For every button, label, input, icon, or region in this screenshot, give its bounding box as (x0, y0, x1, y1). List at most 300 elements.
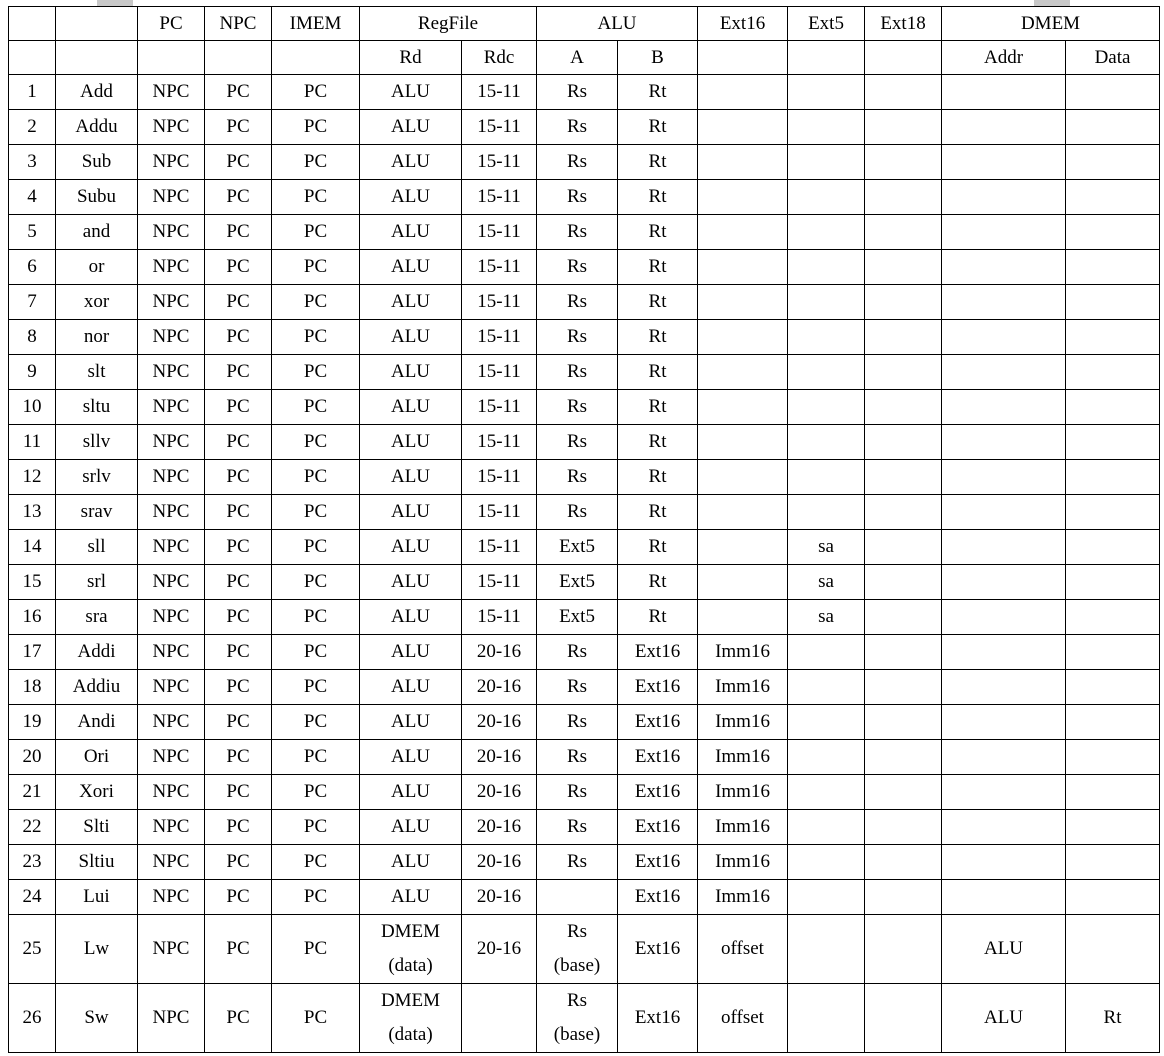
cell-ext16: Imm16 (698, 775, 788, 810)
table-row (9, 705, 1160, 740)
cell-alu-a: Rs (537, 250, 618, 285)
cell-alu-a: Ext5 (537, 530, 618, 565)
cell-dmem-data (1066, 635, 1160, 670)
header-regfile: RegFile (360, 7, 537, 41)
cell-instruction: srlv (56, 460, 138, 495)
table-row (9, 110, 1160, 145)
cell-alu-a: Rs (537, 180, 618, 215)
table-row (9, 565, 1160, 600)
cell-ext5 (788, 285, 865, 320)
cell-rd: ALU (360, 390, 462, 425)
cell-npc: PC (205, 984, 272, 1053)
cell-ext18 (865, 495, 942, 530)
cell-imem: PC (272, 670, 360, 705)
cell-imem: PC (272, 915, 360, 984)
header-row-2 (9, 41, 1160, 75)
cell-rd-line-1: DMEM (380, 921, 441, 942)
cell-rd: ALU (360, 110, 462, 145)
cell-ext18 (865, 740, 942, 775)
table-row (9, 915, 1160, 984)
cell-alu-a (537, 880, 618, 915)
cell-ext5 (788, 635, 865, 670)
cell-rdc: 15-11 (462, 180, 537, 215)
table-row (9, 215, 1160, 250)
cell-index: 1 (9, 75, 56, 110)
cell-alu-b: Rt (618, 145, 698, 180)
cell-instruction: sll (56, 530, 138, 565)
cell-ext18 (865, 110, 942, 145)
cell-npc: PC (205, 355, 272, 390)
cell-alu-b: Ext16 (618, 810, 698, 845)
cell-alu-b: Rt (618, 460, 698, 495)
cell-instruction: Ori (56, 740, 138, 775)
cell-alu-b: Ext16 (618, 740, 698, 775)
cell-dmem-data (1066, 530, 1160, 565)
cell-alu-a: Rs (537, 670, 618, 705)
cell-rdc: 15-11 (462, 355, 537, 390)
cell-ext16 (698, 285, 788, 320)
cell-npc: PC (205, 180, 272, 215)
cell-ext18 (865, 425, 942, 460)
subheader-blank (698, 41, 788, 75)
cell-index: 12 (9, 460, 56, 495)
cell-ext5 (788, 355, 865, 390)
cell-npc: PC (205, 705, 272, 740)
cell-rd: ALU (360, 740, 462, 775)
cell-npc: PC (205, 145, 272, 180)
cell-alu-a: Rs (537, 285, 618, 320)
cell-ext18 (865, 145, 942, 180)
cell-rd (360, 984, 462, 1053)
cell-imem: PC (272, 460, 360, 495)
subheader-blank (205, 41, 272, 75)
cell-rdc (462, 984, 537, 1053)
cell-ext18 (865, 984, 942, 1053)
cell-dmem-data (1066, 880, 1160, 915)
cell-pc: NPC (138, 285, 205, 320)
cell-alu-a: Rs (537, 320, 618, 355)
cell-dmem-addr: ALU (942, 915, 1066, 984)
cell-ext16 (698, 145, 788, 180)
cell-ext5 (788, 75, 865, 110)
cell-alu-a-line-2: (base) (553, 955, 601, 976)
cell-alu-a: Rs (537, 740, 618, 775)
cell-rd: ALU (360, 215, 462, 250)
cell-dmem-data (1066, 495, 1160, 530)
subheader-rdc: Rdc (462, 41, 537, 75)
cell-alu-b: Ext16 (618, 775, 698, 810)
cell-rdc: 15-11 (462, 390, 537, 425)
cell-dmem-data (1066, 810, 1160, 845)
cell-rdc: 15-11 (462, 495, 537, 530)
cell-alu-b: Ext16 (618, 984, 698, 1053)
cell-alu-a (537, 984, 618, 1053)
cell-rdc: 20-16 (462, 705, 537, 740)
table-row (9, 530, 1160, 565)
cell-pc: NPC (138, 390, 205, 425)
cell-alu-a: Rs (537, 145, 618, 180)
cell-imem: PC (272, 110, 360, 145)
cell-ext16: Imm16 (698, 635, 788, 670)
cell-rd: ALU (360, 495, 462, 530)
cell-imem: PC (272, 705, 360, 740)
cell-index: 3 (9, 145, 56, 180)
cell-dmem-addr (942, 285, 1066, 320)
cell-pc: NPC (138, 984, 205, 1053)
cell-ext18 (865, 635, 942, 670)
cell-rd: ALU (360, 775, 462, 810)
cell-alu-a: Rs (537, 215, 618, 250)
cell-rd: ALU (360, 145, 462, 180)
table-row (9, 670, 1160, 705)
table-row (9, 810, 1160, 845)
table-row (9, 285, 1160, 320)
cell-npc: PC (205, 460, 272, 495)
cell-dmem-addr (942, 880, 1066, 915)
cell-ext18 (865, 775, 942, 810)
cell-ext16 (698, 530, 788, 565)
cell-npc: PC (205, 565, 272, 600)
cell-alu-b: Rt (618, 565, 698, 600)
cell-dmem-addr (942, 75, 1066, 110)
cell-index: 2 (9, 110, 56, 145)
cell-imem: PC (272, 390, 360, 425)
cell-ext5 (788, 984, 865, 1053)
cell-ext16 (698, 355, 788, 390)
cell-instruction: nor (56, 320, 138, 355)
cell-dmem-addr: ALU (942, 984, 1066, 1053)
cell-dmem-data (1066, 705, 1160, 740)
cell-rdc: 15-11 (462, 285, 537, 320)
cell-ext16: Imm16 (698, 740, 788, 775)
cell-npc: PC (205, 215, 272, 250)
cell-ext5 (788, 180, 865, 215)
cell-alu-a: Ext5 (537, 565, 618, 600)
cell-imem: PC (272, 530, 360, 565)
cell-ext5 (788, 110, 865, 145)
subheader-a: A (537, 41, 618, 75)
subheader-blank (56, 41, 138, 75)
cell-dmem-data (1066, 285, 1160, 320)
cell-rdc: 20-16 (462, 740, 537, 775)
cell-alu-a-line-2: (base) (553, 1024, 601, 1045)
cell-dmem-addr (942, 145, 1066, 180)
cell-dmem-data (1066, 460, 1160, 495)
cell-rd: ALU (360, 250, 462, 285)
cell-ext16 (698, 390, 788, 425)
cell-rdc: 20-16 (462, 915, 537, 984)
cell-dmem-addr (942, 250, 1066, 285)
cell-ext5: sa (788, 600, 865, 635)
cell-ext18 (865, 845, 942, 880)
cell-dmem-addr (942, 530, 1066, 565)
cell-dmem-addr (942, 320, 1066, 355)
cell-ext5 (788, 670, 865, 705)
cell-index: 9 (9, 355, 56, 390)
cell-rd: ALU (360, 320, 462, 355)
cell-npc: PC (205, 810, 272, 845)
cell-rd: ALU (360, 75, 462, 110)
cell-ext5 (788, 250, 865, 285)
cell-rd-line-2: (data) (388, 955, 433, 976)
cell-ext5 (788, 915, 865, 984)
cell-alu-b: Ext16 (618, 670, 698, 705)
cell-pc: NPC (138, 145, 205, 180)
cell-index: 24 (9, 880, 56, 915)
cell-rd: ALU (360, 355, 462, 390)
cell-ext5 (788, 215, 865, 250)
cell-alu-a: Rs (537, 460, 618, 495)
cell-alu-b: Rt (618, 530, 698, 565)
cell-ext16: offset (698, 915, 788, 984)
cell-rdc: 15-11 (462, 250, 537, 285)
cell-ext5 (788, 460, 865, 495)
cell-instruction: Lui (56, 880, 138, 915)
table-row (9, 495, 1160, 530)
cell-ext16 (698, 600, 788, 635)
table-row (9, 390, 1160, 425)
header-alu: ALU (537, 7, 698, 41)
cell-pc: NPC (138, 740, 205, 775)
cell-instruction: Addu (56, 110, 138, 145)
cell-ext18 (865, 355, 942, 390)
cell-dmem-data (1066, 250, 1160, 285)
cell-imem: PC (272, 285, 360, 320)
cell-ext5 (788, 145, 865, 180)
cell-dmem-addr (942, 670, 1066, 705)
header-blank-num (9, 7, 56, 41)
cell-index: 21 (9, 775, 56, 810)
cell-ext16 (698, 250, 788, 285)
cell-npc: PC (205, 75, 272, 110)
cell-alu-a: Rs (537, 425, 618, 460)
cell-imem: PC (272, 180, 360, 215)
cell-ext16: Imm16 (698, 845, 788, 880)
cell-rdc: 20-16 (462, 845, 537, 880)
cell-imem: PC (272, 845, 360, 880)
cell-pc: NPC (138, 250, 205, 285)
subheader-addr: Addr (942, 41, 1066, 75)
table-row (9, 460, 1160, 495)
cell-imem: PC (272, 145, 360, 180)
cell-ext16: Imm16 (698, 705, 788, 740)
cell-ext5 (788, 810, 865, 845)
cell-index: 15 (9, 565, 56, 600)
header-ext18: Ext18 (865, 7, 942, 41)
cell-dmem-data (1066, 600, 1160, 635)
cell-ext18 (865, 880, 942, 915)
cell-ext18 (865, 670, 942, 705)
cell-dmem-addr (942, 635, 1066, 670)
cell-rdc: 15-11 (462, 425, 537, 460)
cell-index: 22 (9, 810, 56, 845)
cell-ext16 (698, 460, 788, 495)
cell-dmem-addr (942, 355, 1066, 390)
cell-rd: ALU (360, 460, 462, 495)
cell-ext18 (865, 180, 942, 215)
cell-instruction: Addiu (56, 670, 138, 705)
cell-pc: NPC (138, 635, 205, 670)
cell-dmem-data (1066, 145, 1160, 180)
cell-pc: NPC (138, 705, 205, 740)
cell-index: 18 (9, 670, 56, 705)
cell-rd: ALU (360, 670, 462, 705)
cell-ext18 (865, 530, 942, 565)
cell-index: 10 (9, 390, 56, 425)
cell-ext18 (865, 565, 942, 600)
cell-ext16 (698, 110, 788, 145)
cell-alu-b: Rt (618, 75, 698, 110)
cell-alu-a: Ext5 (537, 600, 618, 635)
cell-npc: PC (205, 530, 272, 565)
cell-instruction: Add (56, 75, 138, 110)
cell-instruction: slt (56, 355, 138, 390)
cell-rdc: 20-16 (462, 635, 537, 670)
cell-rd: ALU (360, 845, 462, 880)
cell-instruction: sllv (56, 425, 138, 460)
table-row (9, 75, 1160, 110)
subheader-b: B (618, 41, 698, 75)
cell-index: 23 (9, 845, 56, 880)
cell-pc: NPC (138, 495, 205, 530)
cell-ext16 (698, 425, 788, 460)
cell-pc: NPC (138, 810, 205, 845)
cell-npc: PC (205, 600, 272, 635)
cell-ext16: offset (698, 984, 788, 1053)
cell-instruction: xor (56, 285, 138, 320)
cell-rdc: 15-11 (462, 565, 537, 600)
cell-rdc: 15-11 (462, 460, 537, 495)
cell-pc: NPC (138, 880, 205, 915)
cell-alu-a: Rs (537, 355, 618, 390)
cell-ext18 (865, 320, 942, 355)
cell-rdc: 15-11 (462, 75, 537, 110)
table-row (9, 145, 1160, 180)
cell-ext18 (865, 810, 942, 845)
table-row (9, 775, 1160, 810)
cell-rd: ALU (360, 285, 462, 320)
subheader-blank (138, 41, 205, 75)
cell-instruction: or (56, 250, 138, 285)
cell-dmem-addr (942, 810, 1066, 845)
cell-dmem-data (1066, 75, 1160, 110)
cell-ext18 (865, 285, 942, 320)
cell-npc: PC (205, 495, 272, 530)
cell-rdc: 15-11 (462, 110, 537, 145)
cell-dmem-addr (942, 705, 1066, 740)
cell-imem: PC (272, 495, 360, 530)
cell-npc: PC (205, 110, 272, 145)
cell-dmem-data: Rt (1066, 984, 1160, 1053)
cell-pc: NPC (138, 110, 205, 145)
cell-npc: PC (205, 635, 272, 670)
cell-index: 17 (9, 635, 56, 670)
cell-index: 25 (9, 915, 56, 984)
cell-pc: NPC (138, 460, 205, 495)
cell-npc: PC (205, 320, 272, 355)
table-row (9, 635, 1160, 670)
cell-rd-line-1: DMEM (380, 990, 441, 1011)
cell-ext5 (788, 740, 865, 775)
cell-rd (360, 915, 462, 984)
cell-imem: PC (272, 984, 360, 1053)
cell-ext5 (788, 880, 865, 915)
cell-dmem-addr (942, 425, 1066, 460)
cell-index: 8 (9, 320, 56, 355)
cell-alu-a: Rs (537, 775, 618, 810)
cell-alu-b: Ext16 (618, 915, 698, 984)
cell-index: 7 (9, 285, 56, 320)
cell-imem: PC (272, 215, 360, 250)
cell-alu-b: Rt (618, 180, 698, 215)
cell-alu-b: Ext16 (618, 705, 698, 740)
table-row (9, 845, 1160, 880)
cell-dmem-data (1066, 845, 1160, 880)
cell-instruction: Sub (56, 145, 138, 180)
instruction-datapath-table (8, 6, 1160, 1053)
cell-dmem-addr (942, 600, 1066, 635)
cell-index: 13 (9, 495, 56, 530)
cell-dmem-addr (942, 215, 1066, 250)
cell-pc: NPC (138, 600, 205, 635)
cell-imem: PC (272, 635, 360, 670)
cell-pc: NPC (138, 565, 205, 600)
cell-rd: ALU (360, 810, 462, 845)
cell-rd: ALU (360, 600, 462, 635)
cell-alu-a (537, 915, 618, 984)
cell-ext5 (788, 320, 865, 355)
cell-pc: NPC (138, 775, 205, 810)
cell-alu-a-line-1: Rs (566, 921, 588, 942)
cell-imem: PC (272, 320, 360, 355)
cell-alu-a: Rs (537, 810, 618, 845)
cell-imem: PC (272, 880, 360, 915)
cell-dmem-data (1066, 320, 1160, 355)
cell-rdc: 20-16 (462, 880, 537, 915)
table-row (9, 740, 1160, 775)
header-dmem: DMEM (942, 7, 1160, 41)
cell-ext18 (865, 705, 942, 740)
cell-alu-b: Rt (618, 600, 698, 635)
cell-imem: PC (272, 775, 360, 810)
cell-rd: ALU (360, 530, 462, 565)
cell-ext16: Imm16 (698, 880, 788, 915)
table-row (9, 355, 1160, 390)
cell-npc: PC (205, 250, 272, 285)
header-ext5: Ext5 (788, 7, 865, 41)
table-row (9, 600, 1160, 635)
cell-alu-b: Rt (618, 355, 698, 390)
cell-pc: NPC (138, 915, 205, 984)
cell-instruction: Xori (56, 775, 138, 810)
cell-instruction: Addi (56, 635, 138, 670)
cell-index: 6 (9, 250, 56, 285)
cell-ext18 (865, 390, 942, 425)
cell-instruction: Sltiu (56, 845, 138, 880)
cell-imem: PC (272, 355, 360, 390)
cell-index: 5 (9, 215, 56, 250)
cell-ext16 (698, 75, 788, 110)
cell-instruction: and (56, 215, 138, 250)
cell-dmem-data (1066, 180, 1160, 215)
cell-pc: NPC (138, 530, 205, 565)
cell-pc: NPC (138, 425, 205, 460)
cell-ext16 (698, 215, 788, 250)
table-row (9, 984, 1160, 1053)
cell-dmem-data (1066, 740, 1160, 775)
cell-rdc: 20-16 (462, 775, 537, 810)
cell-npc: PC (205, 740, 272, 775)
